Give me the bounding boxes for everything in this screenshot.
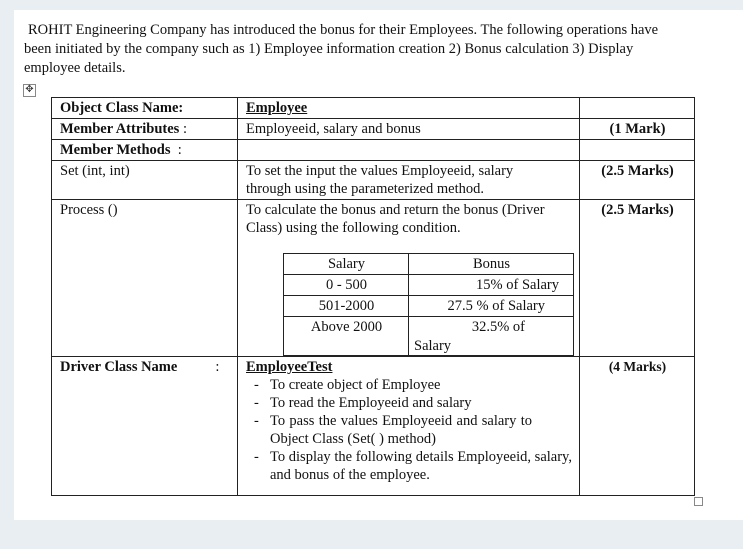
member-attributes-label: Member Attributes — [60, 121, 180, 137]
bonus-rate: 27.5 % of Salary — [409, 296, 574, 317]
bonus-rate: 32.5% of — [409, 317, 574, 356]
empty-cell — [580, 140, 695, 161]
intro-paragraph — [24, 21, 734, 78]
class-spec-table — [51, 97, 695, 496]
process-method-marks: (2.5 Marks) — [580, 200, 695, 357]
table-row — [284, 254, 574, 275]
process-desc-line-2: Class) using the following condition. — [246, 220, 461, 236]
empty-cell — [580, 98, 695, 119]
driver-class-colon: : — [215, 359, 220, 375]
bonus-rate-wrapped-text: Salary — [414, 338, 452, 354]
process-desc-line-1: To calculate the bonus and return the bonus (Driver — [246, 202, 545, 218]
table-row — [52, 161, 695, 200]
member-attributes-label-cell — [52, 119, 238, 140]
driver-class-label-cell — [52, 357, 238, 496]
driver-class-name: EmployeeTest — [246, 359, 333, 375]
set-method-description — [238, 161, 580, 200]
set-desc-line-2: through using the parameterized method. — [246, 181, 484, 197]
bonus-table-header-bonus: Bonus — [409, 254, 574, 275]
table-row — [52, 140, 695, 161]
member-methods-colon: : — [177, 142, 182, 158]
table-row — [52, 200, 695, 357]
list-item: - To create object of Employee — [250, 376, 572, 394]
object-class-value: Employee — [238, 98, 580, 119]
driver-class-marks: (4 Marks) — [580, 357, 695, 496]
bonus-table-header-salary: Salary — [284, 254, 409, 275]
member-methods-label-cell — [52, 140, 238, 161]
set-desc-line-1: To set the input the values Employeeid, salary — [246, 163, 514, 179]
table-resize-handle-icon[interactable] — [694, 497, 703, 506]
table-row — [52, 357, 695, 496]
set-method-name: Set (int, int) — [52, 161, 238, 200]
empty-cell — [238, 140, 580, 161]
process-method-name: Process () — [52, 200, 238, 357]
bonus-salary-range: 501-2000 — [284, 296, 409, 317]
set-method-marks: (2.5 Marks) — [580, 161, 695, 200]
list-item: - To read the Employeeid and salary — [250, 394, 572, 412]
member-attributes-value: Employeeid, salary and bonus — [238, 119, 580, 140]
list-item: - To display the following details Employeeid, salary, and bonus of the employee. — [250, 448, 572, 484]
intro-line-1: ROHIT Engineering Company has introduced the bonus for their Employees. The following operations have — [28, 22, 659, 38]
intro-line-3: employee details. — [24, 60, 126, 76]
bonus-salary-range: 0 - 500 — [284, 275, 409, 296]
process-method-description — [238, 200, 580, 357]
driver-class-description — [238, 357, 580, 496]
table-row — [52, 119, 695, 140]
driver-class-label: Driver Class Name — [60, 359, 178, 375]
table-row — [284, 275, 574, 296]
member-attributes-marks: (1 Mark) — [580, 119, 695, 140]
intro-line-2: been initiated by the company such as 1) Employee information creation 2) Bonus calculation 3) Display — [24, 41, 634, 57]
table-move-handle-icon[interactable]: ✥ — [23, 84, 36, 97]
member-methods-label: Member Methods — [60, 142, 171, 158]
bonus-salary-range: Above 2000 — [284, 317, 409, 356]
driver-steps-list — [246, 376, 572, 484]
object-class-label: Object Class Name: — [52, 98, 238, 119]
member-attributes-colon: : — [182, 121, 187, 137]
table-row — [284, 296, 574, 317]
list-item: - To pass the values Employeeid and salary to Object Class (Set( ) method) — [250, 412, 572, 448]
table-row — [52, 98, 695, 119]
bonus-rate: 15% of Salary — [409, 275, 574, 296]
